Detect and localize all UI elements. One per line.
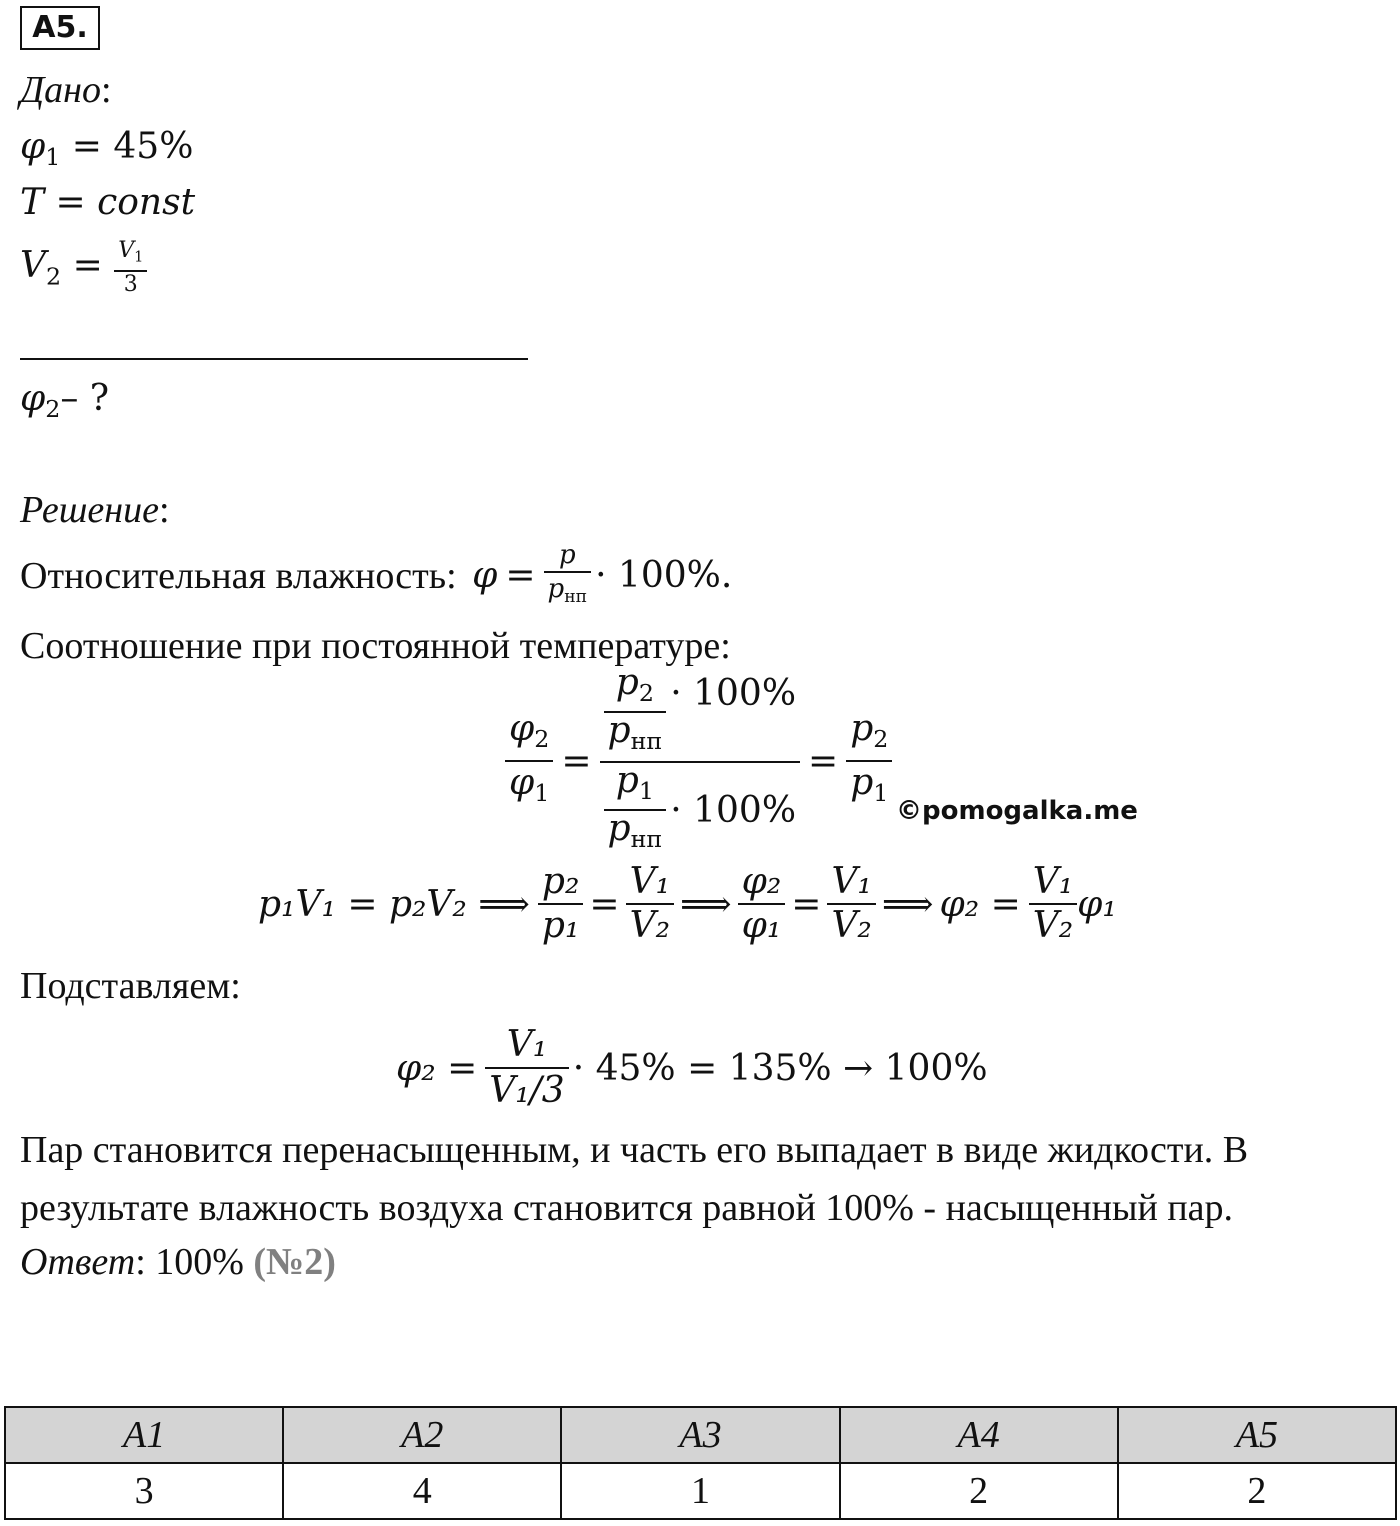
chain-frac-5 <box>1029 861 1077 947</box>
given-phi1-value: = 45% <box>71 126 194 167</box>
rh-denominator <box>544 573 592 613</box>
answers-value-cell: 2 <box>1118 1463 1396 1519</box>
answers-header-cell: A3 <box>561 1407 839 1463</box>
chain-implies-2: ⟹ <box>680 883 732 925</box>
ratio-equals-1: = <box>561 740 592 782</box>
given-volume-num-symbol: V <box>118 238 135 263</box>
substitute-line: Подставляем: <box>20 965 241 1007</box>
given-divider-line <box>20 358 528 360</box>
given-phi1-symbol: φ <box>20 126 46 167</box>
rh-phi-symbol: φ <box>472 555 498 596</box>
phi-ratio-denominator <box>505 762 553 814</box>
boyle-chain-equation <box>258 852 1117 956</box>
answers-header-cell: A1 <box>5 1407 283 1463</box>
given-temperature <box>20 182 195 223</box>
answers-value-cell: 2 <box>840 1463 1118 1519</box>
phi-ratio-num-subscript: 2 <box>534 725 550 753</box>
answers-value-cell: 1 <box>561 1463 839 1519</box>
top-tail: · 100% <box>670 672 797 714</box>
chain-result-tail: φ₁ <box>1077 883 1117 925</box>
ratio-equals-2: = <box>808 740 839 782</box>
chain-frac-4 <box>827 861 875 947</box>
bot-num-subscript: 1 <box>638 777 654 806</box>
answers-value-cell: 3 <box>5 1463 283 1519</box>
chain-frac-2 <box>626 861 674 947</box>
answers-header-cell: A5 <box>1118 1407 1396 1463</box>
solution-heading <box>20 488 170 532</box>
find-phi2 <box>20 378 109 423</box>
rh-numerator: p <box>544 539 592 573</box>
chain-frac-3-num: φ₂ <box>738 861 786 905</box>
compound-numerator <box>600 661 801 763</box>
phi-ratio-numerator <box>505 708 553 762</box>
compound-denominator <box>600 760 801 857</box>
given-volume-numerator <box>114 238 147 272</box>
given-temperature-symbol: T <box>20 182 45 223</box>
chain-frac-1 <box>538 861 583 947</box>
watermark: ©pomogalka.me <box>896 796 1138 826</box>
solution-heading-colon: : <box>158 489 170 531</box>
constant-temperature-line: Соотношение при постоянной температуре: <box>20 625 731 667</box>
p-ratio-num-symbol: p <box>850 707 874 749</box>
p-ratio-numerator <box>846 708 892 762</box>
given-volume-denominator: 3 <box>123 272 138 298</box>
relative-humidity-label: Относительная влажность: <box>20 555 467 597</box>
rh-den-symbol: p <box>547 573 565 604</box>
subst-numerator: V₁ <box>485 1023 568 1069</box>
rh-tail: · 100%. <box>595 555 733 596</box>
p1-over-pnp-den <box>604 808 667 857</box>
top-den-subscript: нп <box>630 727 663 755</box>
given-volume-subscript: 2 <box>46 262 62 291</box>
given-heading <box>20 68 112 112</box>
phi-ratio-num-symbol: φ <box>509 707 535 749</box>
rh-fraction <box>544 539 592 613</box>
chain-frac-5-num: V₁ <box>1029 861 1077 905</box>
boyle-law: p₁V₁ = p₂V₂ ⟹ <box>258 883 530 925</box>
p-ratio-fraction <box>846 708 892 814</box>
chain-frac-1-num: p₂ <box>538 861 583 905</box>
answers-header-cell: A2 <box>283 1407 561 1463</box>
solution-heading-text: Решение <box>20 489 159 531</box>
given-volume <box>20 238 147 298</box>
bot-den-subscript: нп <box>630 825 663 854</box>
compound-fraction <box>600 661 801 858</box>
answers-value-row <box>5 1463 1396 1519</box>
answers-value-cell: 4 <box>283 1463 561 1519</box>
given-volume-num-subscript: 1 <box>134 249 144 266</box>
task-label: A5. <box>20 6 100 50</box>
relative-humidity-line <box>20 536 732 616</box>
given-volume-equals: = <box>72 245 103 287</box>
answer-label: Ответ <box>20 1241 136 1283</box>
chain-frac-3 <box>738 861 786 947</box>
chain-frac-4-num: V₁ <box>827 861 875 905</box>
find-phi2-subscript: 2 <box>45 395 61 424</box>
top-num-symbol: p <box>615 661 639 703</box>
answer-colon: : <box>135 1241 146 1283</box>
find-phi2-question: – ? <box>60 378 110 419</box>
chain-frac-4-den: V₂ <box>831 905 872 946</box>
substitution-equation <box>396 1016 988 1120</box>
conclusion-line-1: Пар становится перенасыщенным, и часть его выпадает в виде жидкости. В <box>20 1129 1249 1171</box>
phi-ratio-den-symbol: φ <box>509 762 535 803</box>
top-num-subscript: 2 <box>638 678 654 707</box>
p-ratio-den-subscript: 1 <box>873 779 889 808</box>
chain-frac-3-den: φ₁ <box>741 905 782 946</box>
bot-num-symbol: p <box>615 760 639 801</box>
chain-eq-2: = <box>791 883 822 925</box>
given-temperature-value: = const <box>55 182 196 223</box>
phi-ratio-fraction <box>505 708 553 814</box>
given-volume-symbol: V <box>20 245 46 287</box>
rh-equals: = <box>505 555 536 596</box>
find-phi2-symbol: φ <box>20 378 46 419</box>
phi-ratio-den-subscript: 1 <box>534 779 550 808</box>
answer-reference: (№2) <box>253 1241 336 1283</box>
answer-value: 100% <box>145 1241 254 1283</box>
ratio-equation <box>505 661 892 854</box>
chain-implies-3: ⟹ <box>881 883 934 925</box>
p-ratio-den-symbol: p <box>850 762 874 803</box>
bot-den-symbol: p <box>607 808 631 850</box>
p2-over-pnp-den <box>604 709 667 759</box>
subst-lhs: φ₂ = <box>396 1047 478 1089</box>
chain-frac-5-den: V₂ <box>1032 905 1074 946</box>
conclusion-line-2: результате влажность воздуха становится равной 100% - насыщенный пар. <box>20 1187 1234 1229</box>
given-phi1-subscript: 1 <box>45 143 61 172</box>
chain-result-lhs: φ₂ = <box>939 883 1021 925</box>
answers-header-row <box>5 1407 1396 1463</box>
subst-fraction <box>485 1023 568 1113</box>
p-ratio-denominator <box>846 762 892 814</box>
chain-eq-1: = <box>589 883 620 925</box>
chain-frac-1-den: p₁ <box>541 905 580 946</box>
answers-table <box>4 1406 1397 1520</box>
subst-denominator: V₁/3 <box>489 1070 565 1111</box>
given-heading-text: Дано <box>20 69 102 111</box>
rh-den-subscript: нп <box>564 587 588 608</box>
answers-header-cell: A4 <box>840 1407 1118 1463</box>
p-ratio-num-subscript: 2 <box>873 725 889 753</box>
answer-line <box>20 1240 336 1284</box>
given-phi1 <box>20 126 193 171</box>
given-heading-colon: : <box>101 69 112 111</box>
given-volume-fraction <box>114 238 147 298</box>
p1-over-pnp <box>604 760 667 857</box>
bot-tail: · 100% <box>670 789 797 831</box>
subst-tail: · 45% = 135% → 100% <box>572 1047 988 1089</box>
chain-frac-2-den: V₂ <box>629 905 671 946</box>
p2-over-pnp <box>604 661 667 759</box>
p1-over-pnp-num <box>604 760 667 811</box>
chain-frac-2-num: V₁ <box>626 861 674 905</box>
p2-over-pnp-num <box>604 661 667 713</box>
top-den-symbol: p <box>607 709 631 751</box>
